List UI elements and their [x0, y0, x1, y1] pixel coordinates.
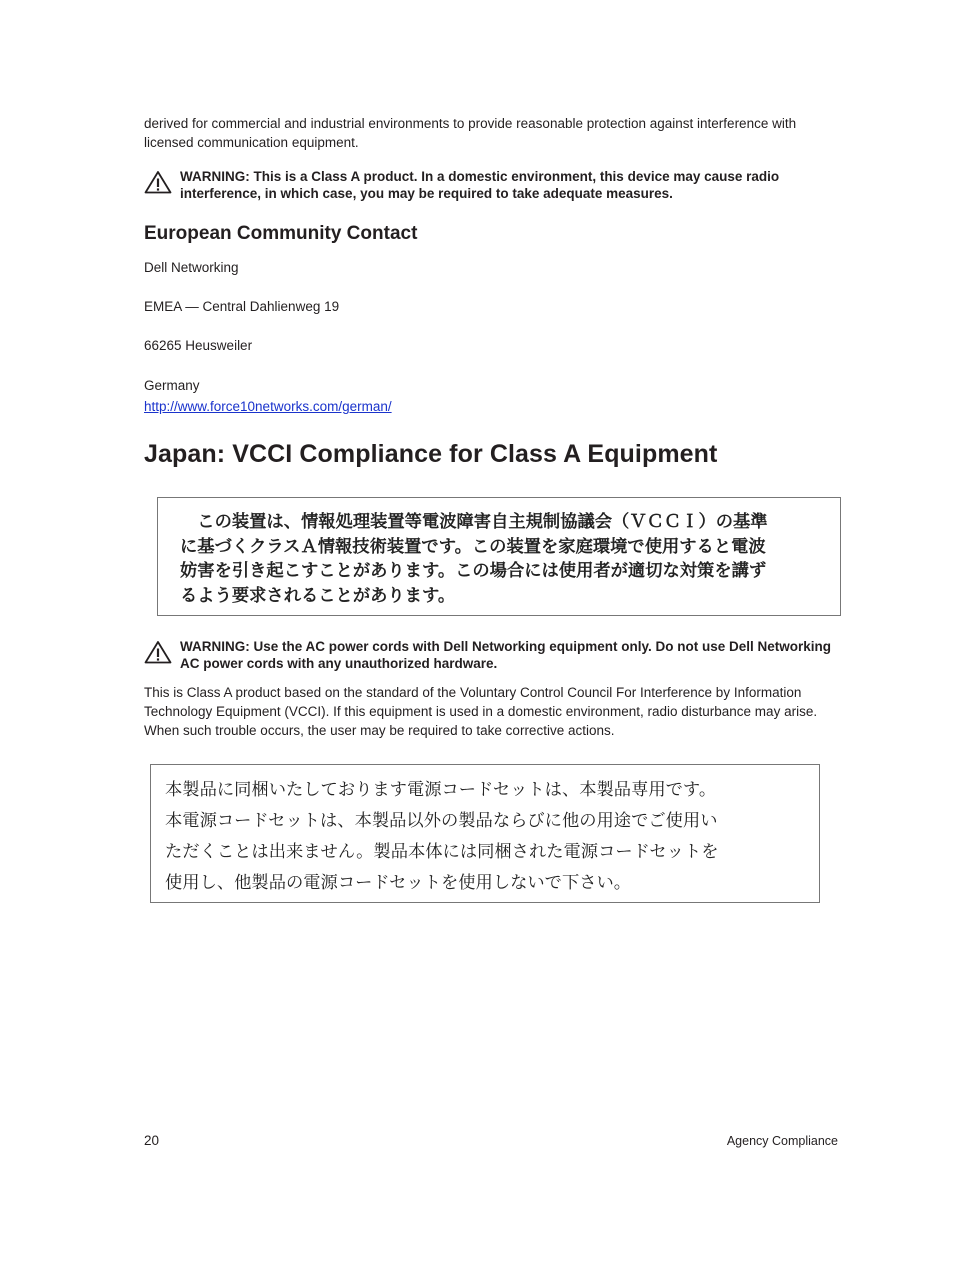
vcci-line: この装置は、情報処理装置等電波障害自主規制協議会（ＶＣＣＩ）の基準 — [180, 512, 768, 532]
intro-paragraph: derived for commercial and industrial environments to provide reasonable protection against interference with licensed communication equipment. — [144, 116, 797, 150]
contact-line-address: EMEA — Central Dahlienweg 19 — [144, 299, 340, 314]
power-line: 本製品に同梱いたしております電源コードセットは、本製品専用です。 — [165, 780, 717, 800]
warning-triangle-icon — [144, 170, 172, 194]
contact-line-country: Germany — [144, 378, 200, 393]
contact-line-company: Dell Networking — [144, 260, 239, 275]
section-heading-japan-vcci: Japan: VCCI Compliance for Class A Equipment — [144, 440, 718, 468]
warning-text: WARNING: Use the AC power cords with Dell Networking equipment only. Do not use Dell Networking AC power cords with any unauthorized hardware. — [180, 639, 832, 671]
footer-section-title: Agency Compliance — [726, 1134, 838, 1148]
contact-website-link[interactable]: http://www.force10networks.com/german/ — [144, 399, 392, 414]
page-number: 20 — [144, 1133, 160, 1148]
warning-power-cords — [144, 638, 844, 672]
warning-triangle-icon — [144, 640, 172, 664]
vcci-line: に基づくクラスＡ情報技術装置です。この装置を家庭環境で使用すると電波 — [180, 536, 766, 557]
vcci-line: るよう要求されることがあります。 — [180, 585, 456, 606]
class-a-paragraph: This is Class A product based on the standard of the Voluntary Control Council For Interference by Information Technology Equipment (VCCI). If this equipment is used in a domestic environment, radio disturbance may arise. When such trouble occurs, the user may be required to take corrective actions. — [144, 685, 818, 738]
section-heading-european-contact: European Community Contact — [144, 223, 418, 244]
vcci-line: 妨害を引き起こすことがあります。この場合には使用者が適切な対策を講ず — [180, 561, 767, 581]
vcci-statement-image — [157, 497, 841, 616]
power-line: ただくことは出来ません。製品本体には同梱された電源コードセットを — [165, 842, 719, 862]
warning-class-a — [144, 168, 844, 202]
contact-line-postal: 66265 Heusweiler — [144, 338, 253, 353]
power-line: 使用し、他製品の電源コードセットを使用しないで下さい。 — [165, 873, 632, 893]
warning-text: WARNING: This is a Class A product. In a domestic environment, this device may cause radio interference, in which case, you may be required to take adequate measures. — [180, 169, 780, 201]
power-cord-statement-image — [150, 764, 820, 903]
power-line: 本電源コードセットは、本製品以外の製品ならびに他の用途でご使用い — [165, 811, 718, 831]
